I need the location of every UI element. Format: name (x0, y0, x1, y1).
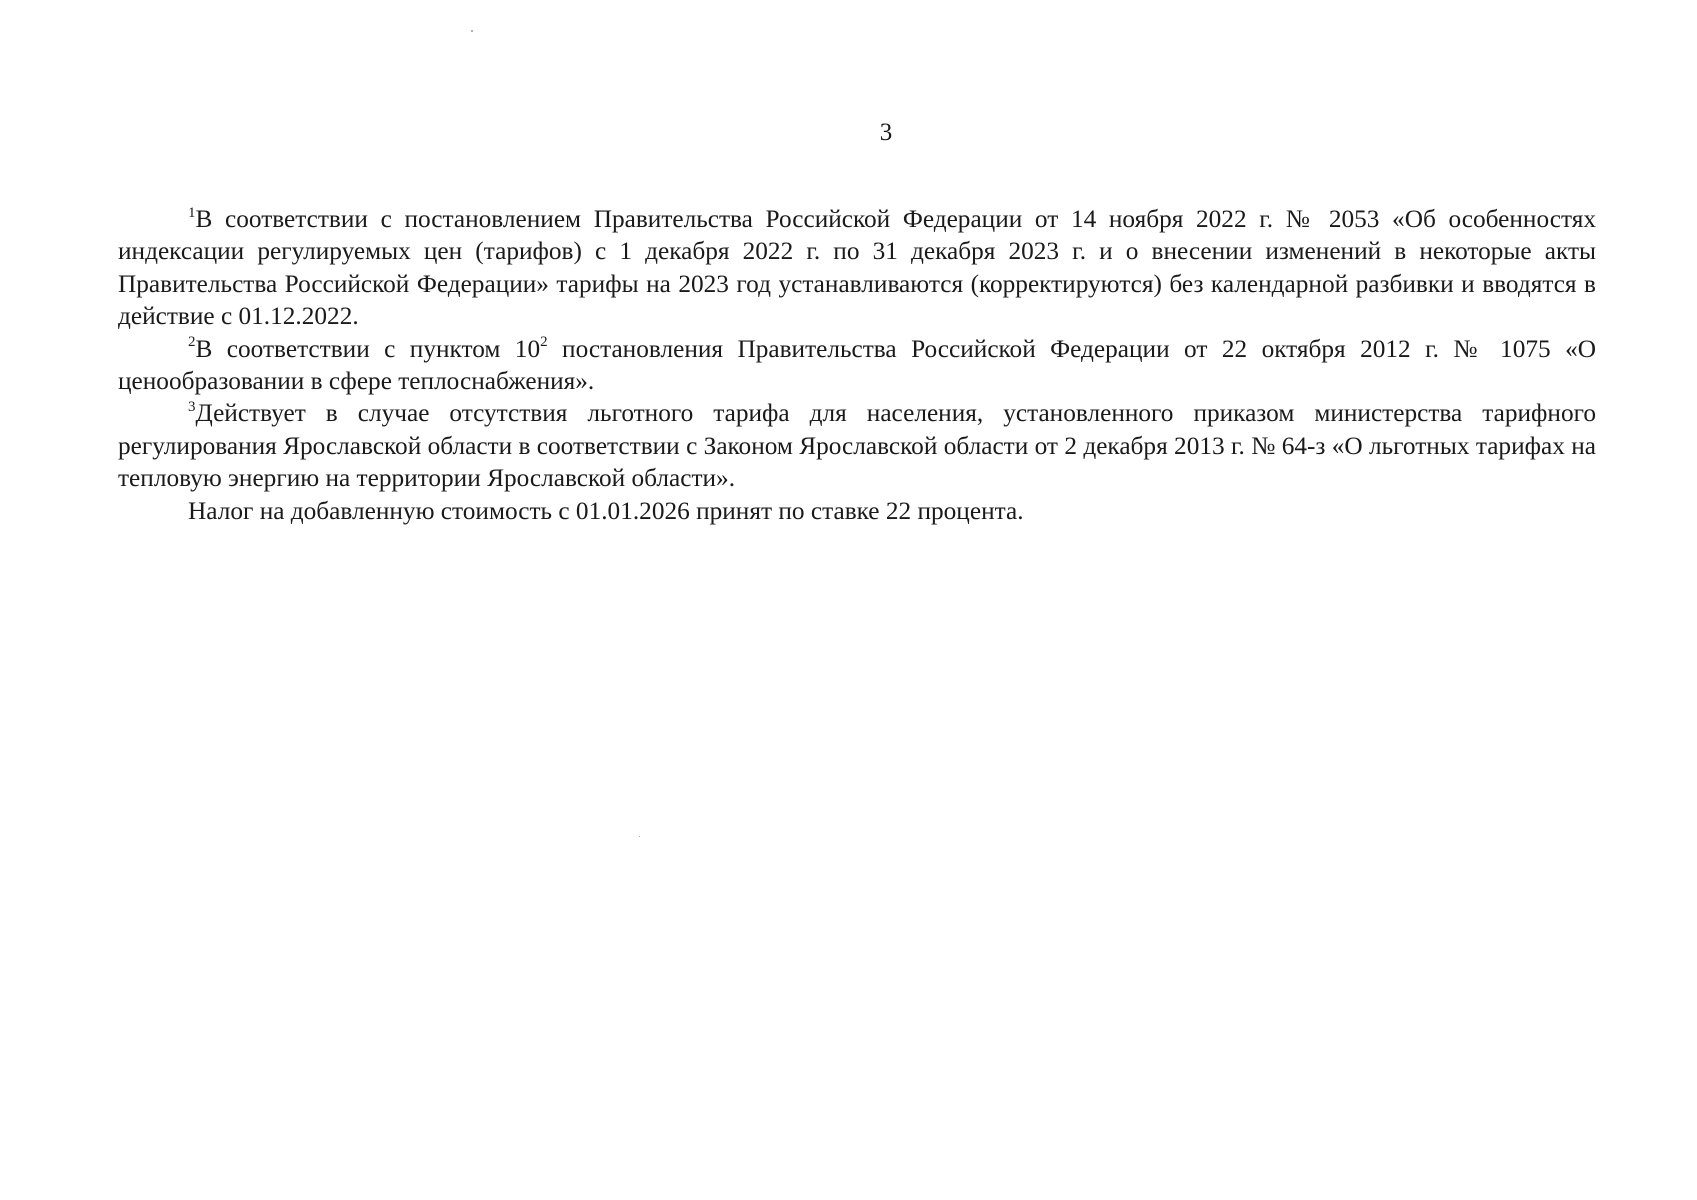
footnote-3 (118, 397, 1596, 494)
footnote-1 (118, 203, 1596, 333)
footnote-mark: 3 (188, 399, 196, 416)
footnote-mark: 1 (188, 204, 196, 221)
footnotes-block (118, 203, 1596, 527)
scan-speck (471, 30, 473, 32)
footnote-text: постановления Правительства Российской Федерации от 22 октября 2012 г. № 1075 «О ценообразовании в сфере теплоснабжения». (118, 334, 1596, 396)
footnote-text: В соответствии с пунктом 10 (195, 334, 541, 363)
vat-note (118, 495, 1596, 527)
footnote-mark: 2 (188, 334, 196, 351)
note-text: Налог на добавленную стоимость с 01.01.2026 принят по ставке 22 процента. (188, 496, 1024, 525)
footnote-text: Действует в случае отсутствия льготного тарифа для населения, установленного приказом министерства тарифного регулирования Ярославской области в соответствии с Законом Ярославской области от 2 декабря 2013 г. № 64-з «О льготных тарифах на тепловую энергию на территории Ярославской области». (118, 399, 1596, 493)
scan-speck (639, 836, 640, 837)
footnote-2 (118, 333, 1596, 398)
page-number: 3 (879, 119, 893, 146)
point-number-superscript: 2 (540, 334, 548, 351)
footnote-text: В соответствии с постановлением Правительства Российской Федерации от 14 ноября 2022 г. № 2053 «Об особенностях индексации регулируемых цен (тарифов) с 1 декабря 2022 г. по 31 декабря 2023 г. и о внесении изменений в некоторые акты Правительства Российской Федерации» тарифы на 2023 год устанавливаются (корректируются) без календарной разбивки и вводятся в действие с 01.12.2022. (118, 205, 1596, 331)
